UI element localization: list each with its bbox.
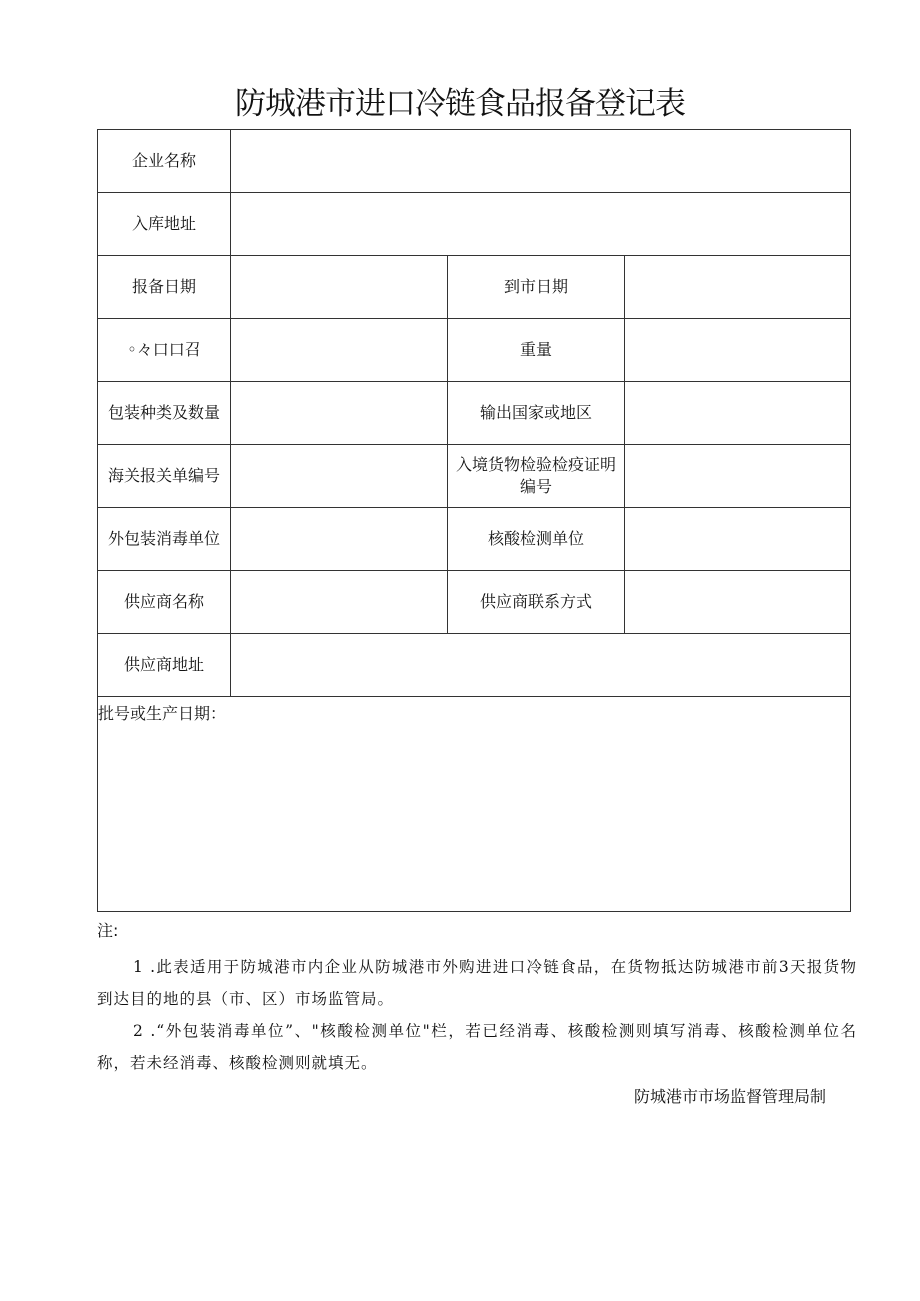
supplier-contact-field[interactable] [625, 571, 851, 634]
notes-heading: 注: [97, 921, 119, 940]
label-company-name: 企业名称 [98, 130, 231, 193]
batch-or-date-area[interactable] [98, 697, 851, 912]
label-supplier-name: 供应商名称 [98, 571, 231, 634]
garbled-field[interactable] [231, 319, 448, 382]
table-row [98, 697, 851, 912]
inspection-cert-line2: 编号 [519, 477, 552, 496]
table-row [98, 193, 851, 256]
label-warehouse-address: 入库地址 [98, 193, 231, 256]
label-nucleic-test-unit: 核酸检测单位 [448, 508, 625, 571]
issuer-footer: 防城港市市场监督管理局制 [633, 1087, 826, 1106]
customs-no-field[interactable] [231, 445, 448, 508]
table-row [98, 571, 851, 634]
origin-country-field[interactable] [625, 382, 851, 445]
label-customs-no: 海关报关单编号 [98, 445, 231, 508]
label-disinfection-unit: 外包装消毒单位 [98, 508, 231, 571]
label-garbled: ◦々口口召 [98, 319, 231, 382]
table-row [98, 130, 851, 193]
package-type-qty-field[interactable] [231, 382, 448, 445]
weight-field[interactable] [625, 319, 851, 382]
note-item-2: 2 .“外包装消毒单位”、"核酸检测单位"栏，若已经消毒、核酸检测则填写消毒、核酸检测单位名称，若未经消毒、核酸检测则就填无。 [97, 1022, 857, 1072]
inspection-cert-line1: 入境货物检验检疫证明 [455, 455, 616, 474]
report-date-field[interactable] [231, 256, 448, 319]
warehouse-address-field[interactable] [231, 193, 851, 256]
note-item-1: 1 .此表适用于防城港市内企业从防城港市外购进进口冷链食品，在货物抵达防城港市前3天报货物到达目的地的县（市、区）市场监管局。 [97, 958, 857, 1008]
company-name-field[interactable] [231, 130, 851, 193]
inspection-cert-field[interactable] [625, 445, 851, 508]
arrival-date-field[interactable] [625, 256, 851, 319]
nucleic-test-unit-field[interactable] [625, 508, 851, 571]
notes-section [97, 918, 857, 1079]
label-origin-country: 输出国家或地区 [448, 382, 625, 445]
table-row [98, 319, 851, 382]
table-row [98, 508, 851, 571]
label-report-date: 报备日期 [98, 256, 231, 319]
disinfection-unit-field[interactable] [231, 508, 448, 571]
table-row [98, 445, 851, 508]
label-weight: 重量 [448, 319, 625, 382]
table-row [98, 256, 851, 319]
supplier-name-field[interactable] [231, 571, 448, 634]
label-arrival-date: 到市日期 [448, 256, 625, 319]
label-inspection-cert [448, 445, 625, 508]
page-title: 防城港市进口冷链食品报备登记表 [235, 86, 685, 122]
label-batch-or-date: 批号或生产日期： [98, 704, 227, 723]
label-supplier-address: 供应商地址 [98, 634, 231, 697]
label-package-type-qty: 包装种类及数量 [98, 382, 231, 445]
registration-form-table [97, 129, 851, 912]
table-row [98, 634, 851, 697]
supplier-address-field[interactable] [231, 634, 851, 697]
table-row [98, 382, 851, 445]
label-supplier-contact: 供应商联系方式 [448, 571, 625, 634]
